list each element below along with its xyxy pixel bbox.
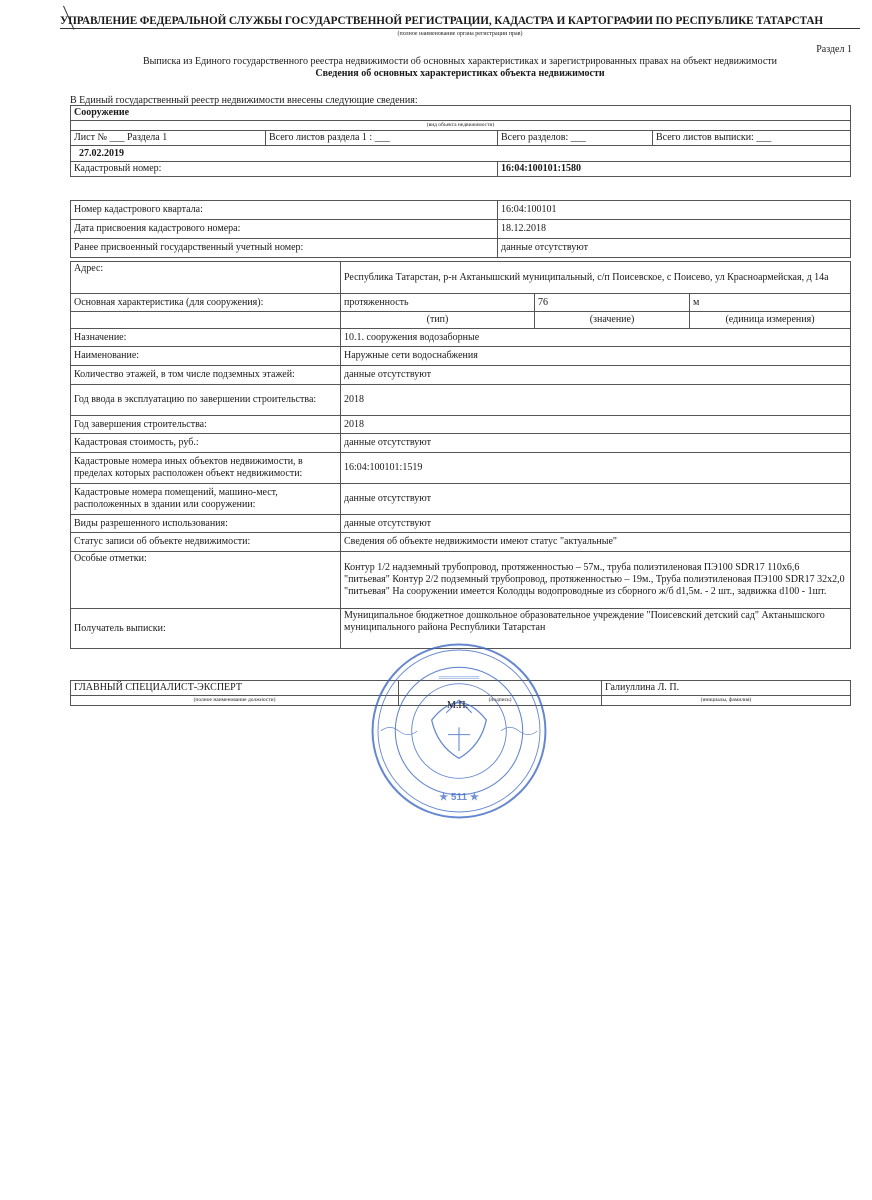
svg-text:★ 511 ★: ★ 511 ★	[439, 792, 479, 804]
signer-name: Галиуллина Л. П.	[602, 681, 851, 696]
recipient-label: Получатель выписки:	[71, 609, 341, 649]
permitted-use-label: Виды разрешенного использования:	[71, 515, 341, 533]
address-value: Республика Татарстан, р-н Актанышский муниципальный, с/п Поисевское, с Поисево, ул Красноармейская, д 14а	[341, 262, 851, 294]
commission-year-label: Год ввода в эксплуатацию по завершении строительства:	[71, 385, 341, 416]
org-title: УПРАВЛЕНИЕ ФЕДЕРАЛЬНОЙ СЛУЖБЫ ГОСУДАРСТВЕННОЙ РЕГИСТРАЦИИ, КАДАСТРА И КАРТОГРАФИИ ПО РЕСПУБЛИКЕ ТАТАРСТАН	[60, 15, 860, 29]
extract-date: 27.02.2019	[71, 146, 851, 162]
intro-text: В Единый государственный реестр недвижимости внесены следующие сведения:	[70, 95, 418, 106]
assign-date-label: Дата присвоения кадастрового номера:	[71, 220, 498, 239]
signature-caption: (подпись)	[399, 696, 602, 706]
cadastral-cost-label: Кадастровая стоимость, руб.:	[71, 434, 341, 453]
prev-number-value: данные отсутствуют	[498, 239, 851, 258]
section-label: Раздел 1	[816, 44, 852, 55]
object-header-table	[70, 105, 851, 177]
cadastral-number-value: 16:04:100101:1580	[498, 162, 851, 177]
rooms-label: Кадастровые номера помещений, машино-мест, расположенных в здании или сооружении:	[71, 484, 341, 515]
main-char-caption-empty	[71, 312, 341, 329]
main-char-unit: м	[690, 294, 851, 312]
special-notes-label: Особые отметки:	[71, 552, 341, 609]
name-value: Наружные сети водоснабжения	[341, 347, 851, 366]
assign-date-value: 18.12.2018	[498, 220, 851, 239]
cadastral-number-label: Кадастровый номер:	[71, 162, 498, 177]
sheets-in-section: Всего листов раздела 1 : ___	[266, 131, 498, 146]
build-year-value: 2018	[341, 416, 851, 434]
build-year-label: Год завершения строительства:	[71, 416, 341, 434]
sheets-total: Всего листов выписки: ___	[653, 131, 851, 146]
object-type-caption: (вид объекта недвижимости)	[71, 121, 851, 131]
quarter-label: Номер кадастрового квартала:	[71, 201, 498, 220]
record-status-value: Сведения об объекте недвижимости имеют статус "актуальные"	[341, 533, 851, 552]
name-label: Наименование:	[71, 347, 341, 366]
address-label: Адрес:	[71, 262, 341, 294]
characteristics-table	[70, 261, 851, 649]
name-caption: (инициалы, фамилия)	[602, 696, 851, 706]
floors-label: Количество этажей, в том числе подземных этажей:	[71, 366, 341, 385]
extract-title-line1: Выписка из Единого государственного реестра недвижимости об основных характеристиках и зарегистрированных правах на объект недвижимости	[142, 56, 777, 67]
extract-title	[60, 56, 860, 80]
sections-total: Всего разделов: ___	[498, 131, 653, 146]
quarter-value: 16:04:100101	[498, 201, 851, 220]
permitted-use-value: данные отсутствуют	[341, 515, 851, 533]
floors-value: данные отсутствуют	[341, 366, 851, 385]
main-char-label: Основная характеристика (для сооружения):	[71, 294, 341, 312]
commission-year-value: 2018	[341, 385, 851, 416]
quarter-table	[70, 200, 851, 258]
official-stamp	[368, 640, 550, 822]
parent-objects-value: 16:04:100101:1519	[341, 453, 851, 484]
rooms-value: данные отсутствуют	[341, 484, 851, 515]
purpose-value: 10.1. сооружения водозаборные	[341, 329, 851, 347]
record-status-label: Статус записи об объекте недвижимости:	[71, 533, 341, 552]
recipient-value: Муниципальное бюджетное дошкольное образовательное учреждение "Поисевский детский сад" Актанышского муниципального района Республики Татарстан	[341, 609, 851, 649]
special-notes-value: Контур 1/2 надземный трубопровод, протяженностью – 57м., труба полиэтиленовая ПЭ100 SDR17 110х6,6 "питьевая" Контур 2/2 подземный трубопровод, протяженностью – 19м., Труба полиэтиленовая ПЭ100 SDR17 32х2,0 "питьевая" На сооружении имеется Колодцы водопроводные из сборного ж/б d1,5м. - 2 шт., задвижка d100 - 1шт.	[341, 552, 851, 609]
sheet-number: Лист № ___ Раздела 1	[71, 131, 266, 146]
main-char-unit-caption: (единица измерения)	[690, 312, 851, 329]
cadastral-cost-value: данные отсутствуют	[341, 434, 851, 453]
org-caption: (полное наименование органа регистрации прав)	[397, 31, 523, 37]
object-type: Сооружение	[71, 106, 851, 121]
main-char-value-caption: (значение)	[535, 312, 690, 329]
main-char-type: протяженность	[341, 294, 535, 312]
signer-position: ГЛАВНЫЙ СПЕЦИАЛИСТ-ЭКСПЕРТ	[71, 681, 399, 696]
prev-number-label: Ранее присвоенный государственный учетный номер:	[71, 239, 498, 258]
main-char-type-caption: (тип)	[341, 312, 535, 329]
main-char-value: 76	[535, 294, 690, 312]
seal-mark: М.П.	[447, 700, 469, 711]
parent-objects-label: Кадастровые номера иных объектов недвижимости, в пределах которых расположен объект недвижимости:	[71, 453, 341, 484]
position-caption: (полное наименование должности)	[71, 696, 399, 706]
purpose-label: Назначение:	[71, 329, 341, 347]
svg-text:═══════: ═══════	[438, 673, 480, 683]
extract-title-line2: Сведения об основных характеристиках объекта недвижимости	[315, 68, 605, 79]
